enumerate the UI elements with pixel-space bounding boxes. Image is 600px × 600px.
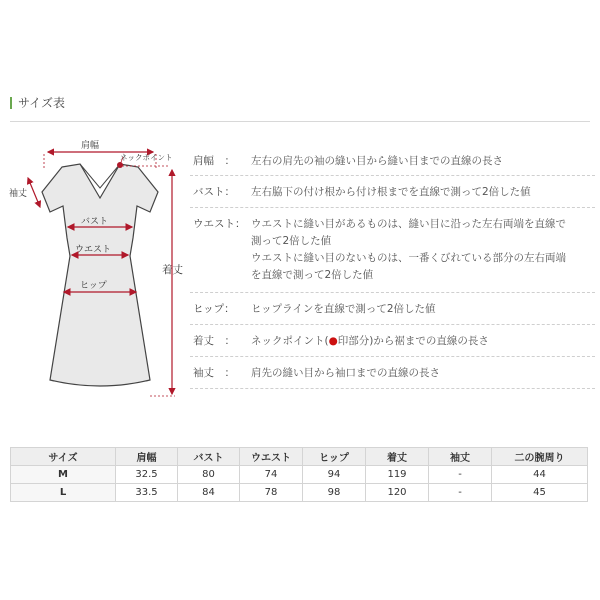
table-cell: 74 xyxy=(240,466,303,484)
definition-row xyxy=(190,325,595,357)
definition-text xyxy=(251,216,566,284)
definition-text-part: 印部分)から裾までの直線の長さ xyxy=(337,335,489,347)
column-header: サイズ xyxy=(11,448,116,466)
column-header: バスト xyxy=(178,448,240,466)
table-cell: 45 xyxy=(492,484,588,502)
definition-line: 測って2倍した値 xyxy=(251,235,332,247)
definition-text xyxy=(251,333,489,350)
column-header: 着丈 xyxy=(366,448,429,466)
length-label: 着丈 xyxy=(162,264,183,276)
size-chart-header xyxy=(10,93,590,122)
definition-line: ウエストに縫い目のないものは、一番くびれている部分の左右両端 xyxy=(251,252,566,264)
definition-line: を直線で測って2倍した値 xyxy=(251,269,374,281)
definition-term: ヒップ： xyxy=(193,303,235,315)
hip-label: ヒップ xyxy=(80,281,107,291)
definition-text-part: ネックポイント( xyxy=(251,335,329,347)
size-cell: L xyxy=(11,484,116,502)
definition-row xyxy=(190,145,595,176)
definition-line: ウエストに縫い目があるものは、縫い目に沿った左右両端を直線で xyxy=(251,218,566,230)
table-cell: 120 xyxy=(366,484,429,502)
table-cell: - xyxy=(429,466,492,484)
definition-term: バスト： xyxy=(193,186,235,198)
definition-text: ヒップラインを直線で測って2倍した値 xyxy=(251,303,436,315)
definition-term: ウエスト： xyxy=(193,218,246,230)
bust-label: バスト xyxy=(81,217,109,227)
sleeve-arrow xyxy=(28,178,40,207)
definition-term: 着丈 ： xyxy=(193,335,235,347)
column-header: 肩幅 xyxy=(116,448,178,466)
shoulder-label: 肩幅 xyxy=(81,141,100,151)
definition-text: 左右の肩先の袖の縫い目から縫い目までの直線の長さ xyxy=(251,155,503,167)
table-cell: 80 xyxy=(178,466,240,484)
garment-diagram xyxy=(0,130,190,420)
neck-point-label: ネックポイント xyxy=(120,153,173,162)
table-cell: 119 xyxy=(366,466,429,484)
definition-row xyxy=(190,293,595,325)
size-cell: M xyxy=(11,466,116,484)
definition-row xyxy=(190,208,595,293)
definition-term: 袖丈 ： xyxy=(193,367,235,379)
table-cell: 94 xyxy=(303,466,366,484)
header-accent-bar xyxy=(10,97,12,109)
table-row xyxy=(11,466,588,484)
definition-text: 左右脇下の付け根から付け根までを直線で測って2倍した値 xyxy=(251,186,531,198)
table-row xyxy=(11,484,588,502)
definition-row xyxy=(190,176,595,208)
table-cell: 98 xyxy=(303,484,366,502)
definition-row xyxy=(190,357,595,389)
table-cell: 84 xyxy=(178,484,240,502)
size-table xyxy=(10,447,588,502)
table-cell: 32.5 xyxy=(116,466,178,484)
waist-label: ウエスト xyxy=(75,245,112,255)
table-cell: 33.5 xyxy=(116,484,178,502)
section-title: サイズ表 xyxy=(18,96,66,110)
column-header: ウエスト xyxy=(240,448,303,466)
dress-shape xyxy=(42,164,158,386)
measurement-definitions xyxy=(190,145,595,389)
size-table-header-row xyxy=(11,448,588,466)
column-header: ヒップ xyxy=(303,448,366,466)
table-cell: 44 xyxy=(492,466,588,484)
column-header: 袖丈 xyxy=(429,448,492,466)
definition-term: 肩幅 ： xyxy=(193,155,235,167)
column-header: 二の腕周り xyxy=(492,448,588,466)
definition-text: 肩先の縫い目から袖口までの直線の長さ xyxy=(251,367,440,379)
table-cell: - xyxy=(429,484,492,502)
table-cell: 78 xyxy=(240,484,303,502)
red-dot-icon: ● xyxy=(328,335,338,347)
sleeve-label: 袖丈 xyxy=(9,189,28,199)
